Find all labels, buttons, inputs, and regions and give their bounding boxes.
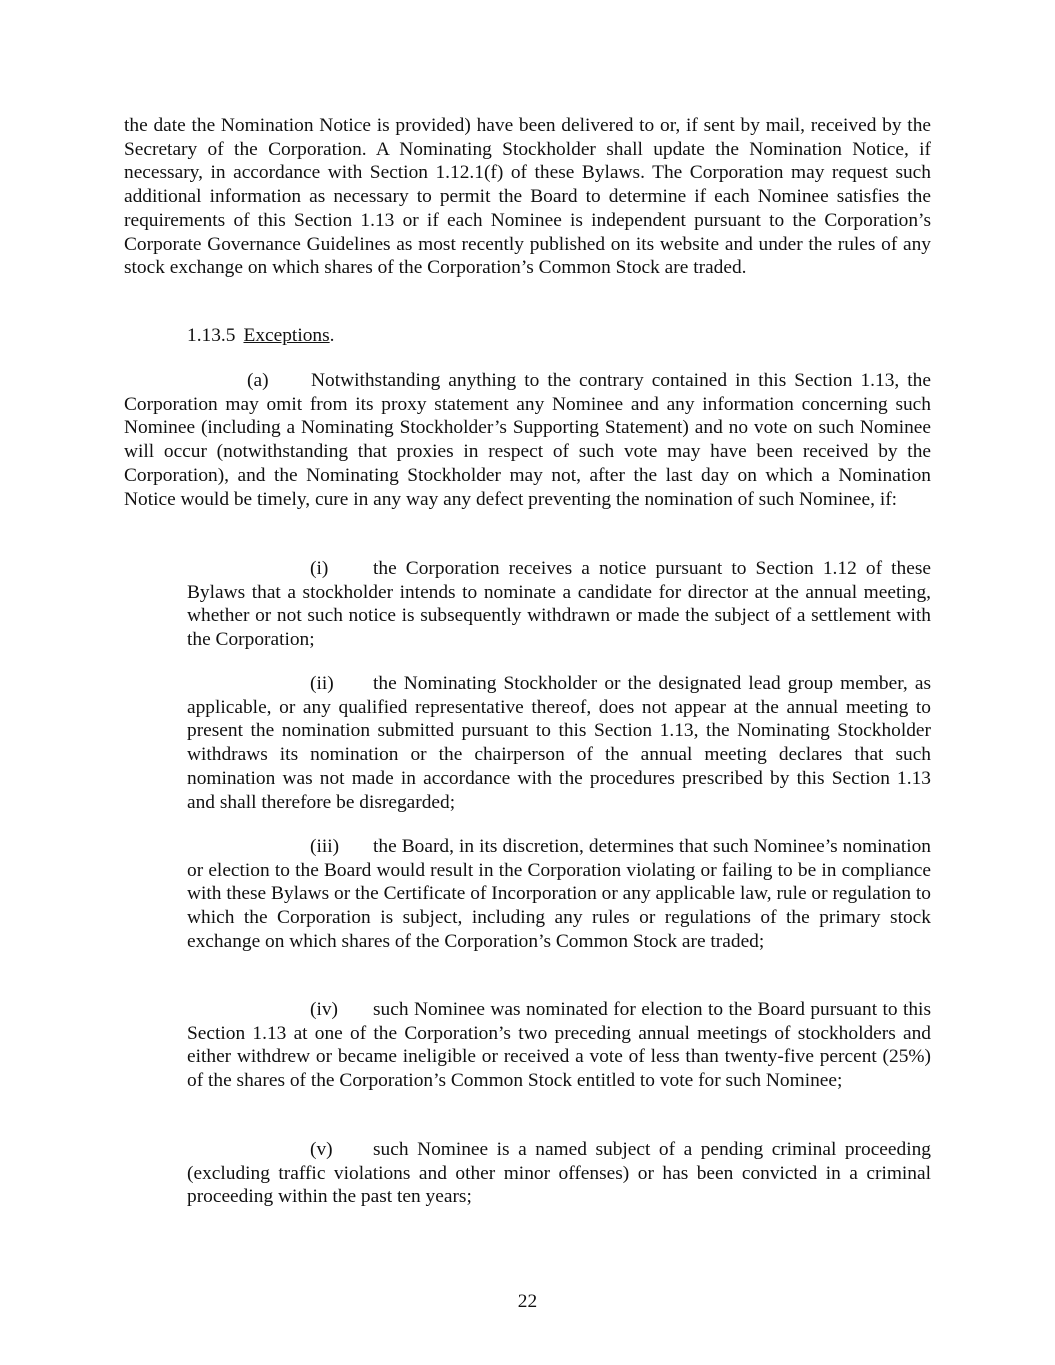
list-item-label: (iv) <box>310 999 338 1020</box>
list-item-text: the Corporation receives a notice pursuant to Section 1.12 of these Bylaws that a stockholder intends to nominate a candidate for director at the annual meeting, whether or not such notice is subsequently withdrawn or made the subject of a settlement with the Corporation; <box>187 558 931 651</box>
list-item-text: the Nominating Stockholder or the designated lead group member, as applicable, or any qualified representative thereof, does not appear at the annual meeting to present the nomination submitted pursuant to this Section 1.13, the Nominating Stockholder withdraws its nomination or the chairperson of the annual meeting declares that such nomination was not made in accordance with the procedures prescribed by this Section 1.13 and shall therefore be disregarded; <box>187 673 931 813</box>
section-number: 1.13.5 <box>187 325 236 346</box>
list-item-iv <box>187 998 931 1093</box>
subsection-a-label: (a) <box>247 370 269 391</box>
list-item-label: (ii) <box>310 673 334 694</box>
list-item-text: such Nominee is a named subject of a pending criminal proceeding (excluding traffic violations and other minor offenses) or has been convicted in a criminal proceeding within the past ten years; <box>187 1139 931 1208</box>
list-item-text: such Nominee was nominated for election to the Board pursuant to this Section 1.13 at one of the Corporation’s two preceding annual meetings of stockholders and either withdrew or became ineligible or received a vote of less than twenty-five percent (25%) of the shares of the Corporation’s Common Stock entitled to vote for such Nominee; <box>187 999 931 1092</box>
list-item-iii <box>187 835 931 954</box>
list-item-v <box>187 1138 931 1209</box>
section-heading <box>187 324 335 348</box>
list-item-label: (i) <box>310 558 329 579</box>
list-item-label: (v) <box>310 1139 333 1160</box>
subsection-a-paragraph <box>124 369 931 511</box>
section-title-punct: . <box>329 325 335 346</box>
page-number: 22 <box>517 1291 538 1312</box>
subsection-a-text: Notwithstanding anything to the contrary contained in this Section 1.13, the Corporation may omit from its proxy statement any Nominee and any information concerning such Nominee (including a Nominating Stockholder’s Supporting Statement) and no vote on such Nominee will occur (notwithstanding that proxies in respect of such vote may have been received by the Corporation), and the Nominating Stockholder may not, after the last day on which a Nomination Notice would be timely, cure in any way any defect preventing the nomination of such Nominee, if: <box>124 370 931 510</box>
list-item-ii <box>187 672 931 814</box>
list-item-text: the Board, in its discretion, determines that such Nominee’s nomination or election to the Board would result in the Corporation violating or failing to be in compliance with these Bylaws or the Certificate of Incorporation or any applicable law, rule or regulation to which the Corporation is subject, including any rules or regulations of the primary stock exchange on which shares of the Corporation’s Common Stock are traded; <box>187 836 931 952</box>
intro-paragraph <box>124 114 931 280</box>
intro-paragraph-text: the date the Nomination Notice is provided) have been delivered to or, if sent by mail, received by the Secretary of the Corporation. A Nominating Stockholder shall update the Nomination Notice, if necessary, in accordance with Section 1.12.1(f) of these Bylaws. The Corporation may request such additional information as necessary to permit the Board to determine if each Nominee satisfies the requirements of this Section 1.13 or if each Nominee is independent pursuant to the Corporation’s Corporate Governance Guidelines as most recently published on its website and under the rules of any stock exchange on which shares of the Corporation’s Common Stock are traded. <box>124 115 931 279</box>
list-item-i <box>187 557 931 652</box>
section-title: Exceptions <box>243 325 330 346</box>
list-item-label: (iii) <box>310 836 340 857</box>
